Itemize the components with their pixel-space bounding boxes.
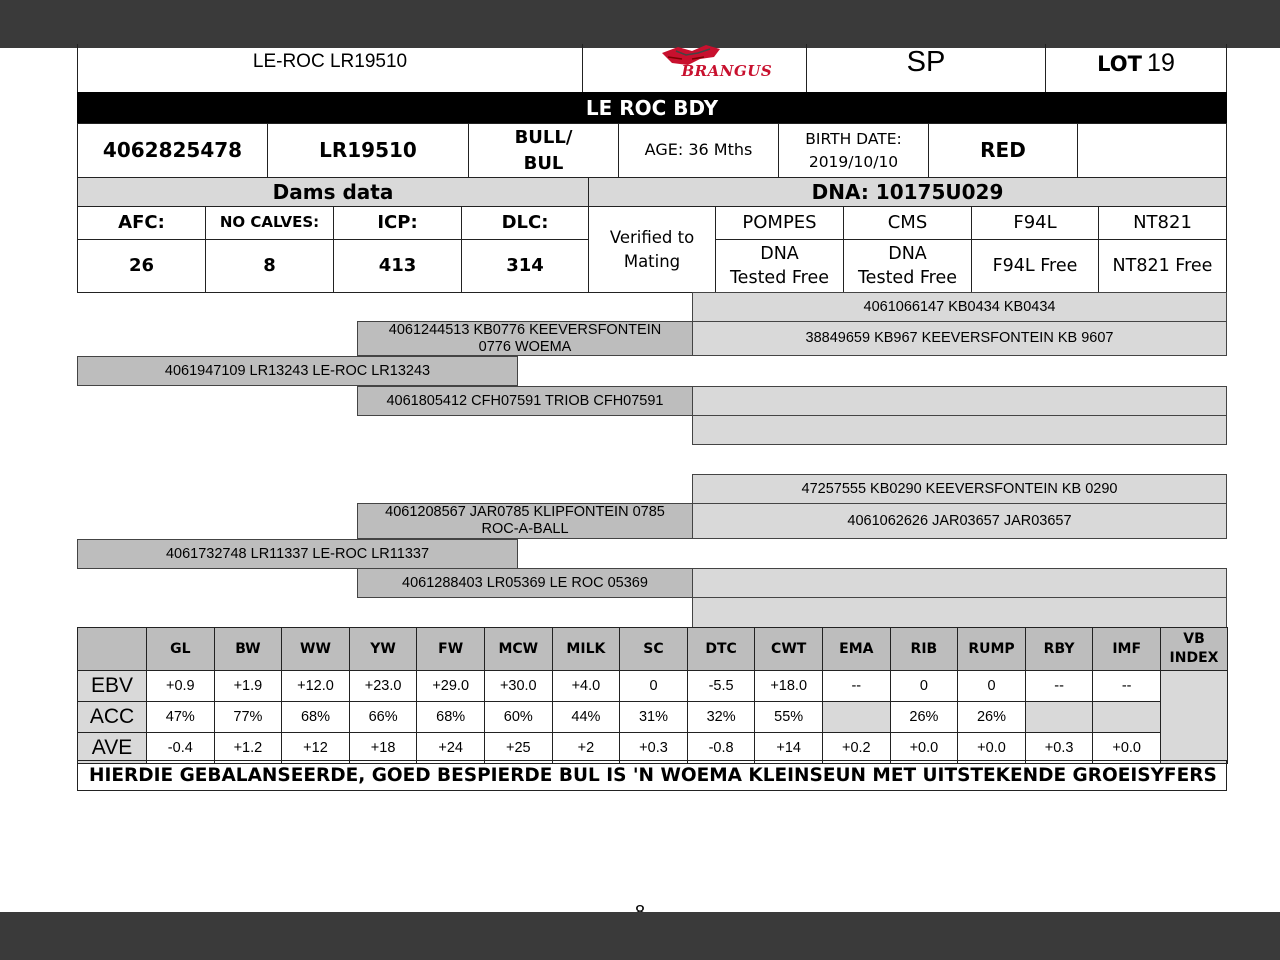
ebv-value-cell	[1092, 670, 1161, 702]
ebv-value-cell	[619, 701, 688, 733]
ebv-value-cell	[687, 701, 756, 733]
ebv-value-cell	[1092, 701, 1161, 733]
pedigree-sire-sire-dam: 38849659 KB967 KEEVERSFONTEIN KB 9607	[692, 321, 1227, 356]
animal-id-cell	[267, 123, 469, 178]
ebv-value-cell	[957, 701, 1026, 733]
ebv-value-cell	[890, 701, 959, 733]
dams-value-afc: 26	[77, 239, 206, 293]
pedigree-sire-dam-sire	[692, 386, 1227, 416]
dams-value-icp: 413	[333, 239, 462, 293]
ebv-value: +29.0	[432, 677, 470, 694]
ebv-index-header	[1160, 627, 1228, 671]
dna-test-result-nt821: NT821 Free	[1098, 239, 1227, 293]
comment-text: HIERDIE GEBALANSEERDE, GOED BESPIERDE BUL IS 'N WOEMA KLEINSEUN MET UITSTEKENDE GROEISYFERS	[89, 765, 1217, 786]
brangus-logo	[620, 43, 773, 83]
pedigree-sire-sire-sire: 4061066147 KB0434 KB0434	[692, 292, 1227, 322]
ebv-column-header	[552, 627, 621, 671]
ebv-value: +12	[303, 739, 328, 756]
ebv-column-label: DTC	[705, 640, 737, 657]
ebv-value: +18	[370, 739, 396, 756]
dams-header-dlc: DLC:	[461, 206, 589, 240]
dna-verified-cell	[588, 206, 716, 293]
ebv-value-cell	[957, 670, 1026, 702]
ebv-value-cell	[146, 701, 215, 733]
pedigree-dam-dam-sire	[692, 568, 1227, 598]
dna-test-header-nt821: NT821	[1098, 206, 1227, 240]
pedigree-dam-sire: 4061208567 JAR0785 KLIPFONTEIN 0785 ROC-A-BALL	[357, 503, 693, 539]
ebv-value: +14	[776, 739, 801, 756]
ebv-value-cell	[146, 670, 215, 702]
ebv-index-value-cell	[1160, 670, 1228, 764]
dna-verified-line1: Verified to	[609, 227, 695, 247]
birth-date-cell	[778, 123, 929, 178]
dams-header-no-calves: NO CALVES:	[205, 206, 334, 240]
ebv-value: 0	[919, 677, 928, 694]
brangus-wordmark: BRANGUS	[681, 62, 773, 80]
pedigree-dam: 4061732748 LR11337 LE-ROC LR11337	[77, 539, 518, 569]
dna-test-header-cms: CMS	[843, 206, 972, 240]
animal-id: LR19510	[319, 138, 417, 162]
ebv-value: 32%	[706, 708, 736, 725]
ebv-value: +4.0	[571, 677, 601, 694]
ebv-value-cell	[281, 701, 350, 733]
ebv-column-header	[890, 627, 959, 671]
ebv-column-label: MILK	[566, 640, 606, 657]
ebv-value: 26%	[976, 708, 1006, 725]
ebv-value-cell	[416, 670, 485, 702]
ebv-column-header	[416, 627, 485, 671]
lot-cell	[1045, 44, 1227, 93]
pedigree-sire-dam: 4061805412 CFH07591 TRIOB CFH07591	[357, 386, 693, 416]
lot-number: 19	[1147, 48, 1175, 77]
ebv-value: +2	[577, 739, 595, 756]
ebv-value-cell	[619, 670, 688, 702]
ebv-column-label: RIB	[910, 640, 938, 657]
ebv-value: +18.0	[770, 677, 808, 694]
ebv-column-header	[754, 627, 823, 671]
ebv-value: 44%	[571, 708, 601, 725]
ebv-value: +25	[505, 739, 531, 756]
ebv-value: +0.0	[909, 739, 939, 756]
ebv-value: +23.0	[364, 677, 402, 694]
dna-title: DNA: 10175U029	[811, 179, 1004, 204]
sex-line1: BULL/	[514, 127, 573, 149]
dams-header-afc: AFC:	[77, 206, 206, 240]
ebv-header-corner	[77, 627, 147, 671]
grade-cell	[806, 44, 1046, 93]
ebv-value: 47%	[165, 708, 195, 725]
ebv-row-label-text: ACC	[89, 704, 135, 728]
sex-line2: BUL	[523, 152, 564, 174]
ebv-column-label: BW	[235, 640, 261, 657]
ebv-value-cell	[890, 670, 959, 702]
ebv-value: +30.0	[499, 677, 537, 694]
owner-ref: LE-ROC LR19510	[252, 51, 408, 73]
ebv-value: -0.4	[167, 739, 193, 756]
sex-cell	[468, 123, 619, 178]
comment-cell	[77, 760, 1227, 791]
blank-cell	[1077, 123, 1227, 178]
ebv-value: 77%	[233, 708, 263, 725]
ebv-column-label: FW	[438, 640, 464, 657]
ebv-row-label	[77, 670, 147, 702]
ebv-value: +0.9	[165, 677, 195, 694]
ebv-column-label: EMA	[839, 640, 874, 657]
ebv-column-header	[1092, 627, 1161, 671]
dams-data-title: Dams data	[272, 179, 394, 204]
ebv-index-label-line1: VB	[1183, 631, 1205, 648]
ebv-value: +0.3	[1044, 739, 1074, 756]
owner-ref-cell	[77, 44, 583, 93]
dna-test-result-f94l: F94L Free	[971, 239, 1099, 293]
pedigree-sire: 4061947109 LR13243 LE-ROC LR13243	[77, 356, 518, 386]
ebv-value-cell	[281, 670, 350, 702]
dna-test-result-pompes: DNA Tested Free	[715, 239, 844, 293]
ebv-value-cell	[822, 701, 891, 733]
ebv-value-cell	[416, 701, 485, 733]
ebv-value: --	[851, 677, 862, 694]
pedigree-dam-sire-dam: 4061062626 JAR03657 JAR03657	[692, 503, 1227, 539]
dna-test-header-f94l: F94L	[971, 206, 1099, 240]
ebv-value-cell	[1025, 670, 1094, 702]
pedigree-dam-dam: 4061288403 LR05369 LE ROC 05369	[357, 568, 693, 598]
age: AGE: 36 Mths	[644, 140, 753, 160]
ebv-row-label-text: AVE	[91, 735, 133, 759]
ebv-value: 31%	[638, 708, 668, 725]
ebv-column-header	[822, 627, 891, 671]
dams-value-dlc: 314	[461, 239, 589, 293]
colour-cell	[928, 123, 1078, 178]
grade: SP	[906, 46, 946, 79]
ebv-column-header	[484, 627, 553, 671]
lot-label: LOT	[1097, 51, 1142, 76]
bottom-viewer-bar	[0, 912, 1280, 960]
ebv-column-header	[349, 627, 418, 671]
ebv-value: +0.2	[841, 739, 871, 756]
logo-cell	[582, 44, 807, 93]
animal-name-band	[77, 92, 1227, 124]
ebv-value: +1.9	[233, 677, 263, 694]
dams-header-icp: ICP:	[333, 206, 462, 240]
ebv-value: 55%	[774, 708, 804, 725]
ebv-value: 0	[987, 677, 996, 694]
age-cell	[618, 123, 779, 178]
ebv-column-header	[957, 627, 1026, 671]
pedigree-sire-dam-dam	[692, 415, 1227, 445]
dna-test-result-cms: DNA Tested Free	[843, 239, 972, 293]
ebv-value-cell	[349, 701, 418, 733]
colour: RED	[980, 138, 1026, 162]
ebv-value: +0.0	[1112, 739, 1141, 756]
dams-value-no-calves: 8	[205, 239, 334, 293]
ebv-value-cell	[754, 670, 823, 702]
reg-number-cell	[77, 123, 268, 178]
ebv-value-cell	[349, 670, 418, 702]
ebv-value: 66%	[368, 708, 398, 725]
ebv-value: -0.8	[708, 739, 734, 756]
ebv-column-label: MCW	[498, 640, 539, 657]
ebv-column-label: IMF	[1112, 640, 1142, 657]
ebv-column-header	[1025, 627, 1094, 671]
birth-date: 2019/10/10	[808, 152, 899, 171]
ebv-value: +24	[438, 739, 463, 756]
ebv-value-cell	[484, 701, 553, 733]
ebv-column-label: RBY	[1043, 640, 1075, 657]
dams-data-title-cell	[77, 177, 589, 207]
ebv-column-label: YW	[370, 640, 396, 657]
reg-number: 4062825478	[102, 138, 243, 162]
ebv-value-cell	[822, 670, 891, 702]
ebv-row-label-text: EBV	[90, 673, 134, 697]
ebv-value: +12.0	[297, 677, 334, 694]
ebv-column-label: WW	[300, 640, 331, 657]
pedigree-sire-sire: 4061244513 KB0776 KEEVERSFONTEIN 0776 WOEMA	[357, 321, 693, 356]
ebv-value: --	[1121, 677, 1132, 694]
ebv-column-header	[214, 627, 283, 671]
top-viewer-bar	[0, 0, 1280, 48]
ebv-value-cell	[754, 701, 823, 733]
ebv-column-header	[687, 627, 756, 671]
ebv-index-label-line2: INDEX	[1169, 650, 1219, 666]
ebv-value-cell	[552, 670, 621, 702]
ebv-column-label: GL	[170, 640, 191, 657]
ebv-value: 68%	[436, 708, 466, 725]
birth-date-label: BIRTH DATE:	[805, 130, 902, 149]
ebv-column-label: SC	[643, 640, 664, 657]
ebv-column-header	[146, 627, 215, 671]
ebv-value-cell	[214, 701, 283, 733]
ebv-column-label: CWT	[771, 640, 807, 657]
pedigree-dam-sire-sire: 47257555 KB0290 KEEVERSFONTEIN KB 0290	[692, 474, 1227, 504]
ebv-value: 0	[649, 677, 658, 694]
pedigree-dam-dam-dam	[692, 597, 1227, 628]
ebv-value-cell	[484, 670, 553, 702]
ebv-row-label	[77, 701, 147, 733]
ebv-value: +0.0	[977, 739, 1006, 756]
ebv-value-cell	[214, 670, 283, 702]
ebv-column-header	[281, 627, 350, 671]
animal-name: LE ROC BDY	[585, 96, 719, 120]
ebv-value: -5.5	[708, 677, 734, 694]
dna-title-cell	[588, 177, 1227, 207]
ebv-value-cell	[687, 670, 756, 702]
ebv-column-label: RUMP	[968, 640, 1015, 657]
dna-verified-line2: Mating	[623, 251, 681, 271]
dna-test-header-pompes: POMPES	[715, 206, 844, 240]
ebv-value: 68%	[300, 708, 330, 725]
ebv-value: 60%	[503, 708, 533, 725]
ebv-value: +0.3	[639, 739, 668, 756]
ebv-value-cell	[552, 701, 621, 733]
ebv-value-cell	[1025, 701, 1094, 733]
ebv-value: --	[1054, 677, 1064, 694]
ebv-column-header	[619, 627, 688, 671]
ebv-value: 26%	[909, 708, 939, 725]
ebv-value: +1.2	[233, 739, 263, 756]
